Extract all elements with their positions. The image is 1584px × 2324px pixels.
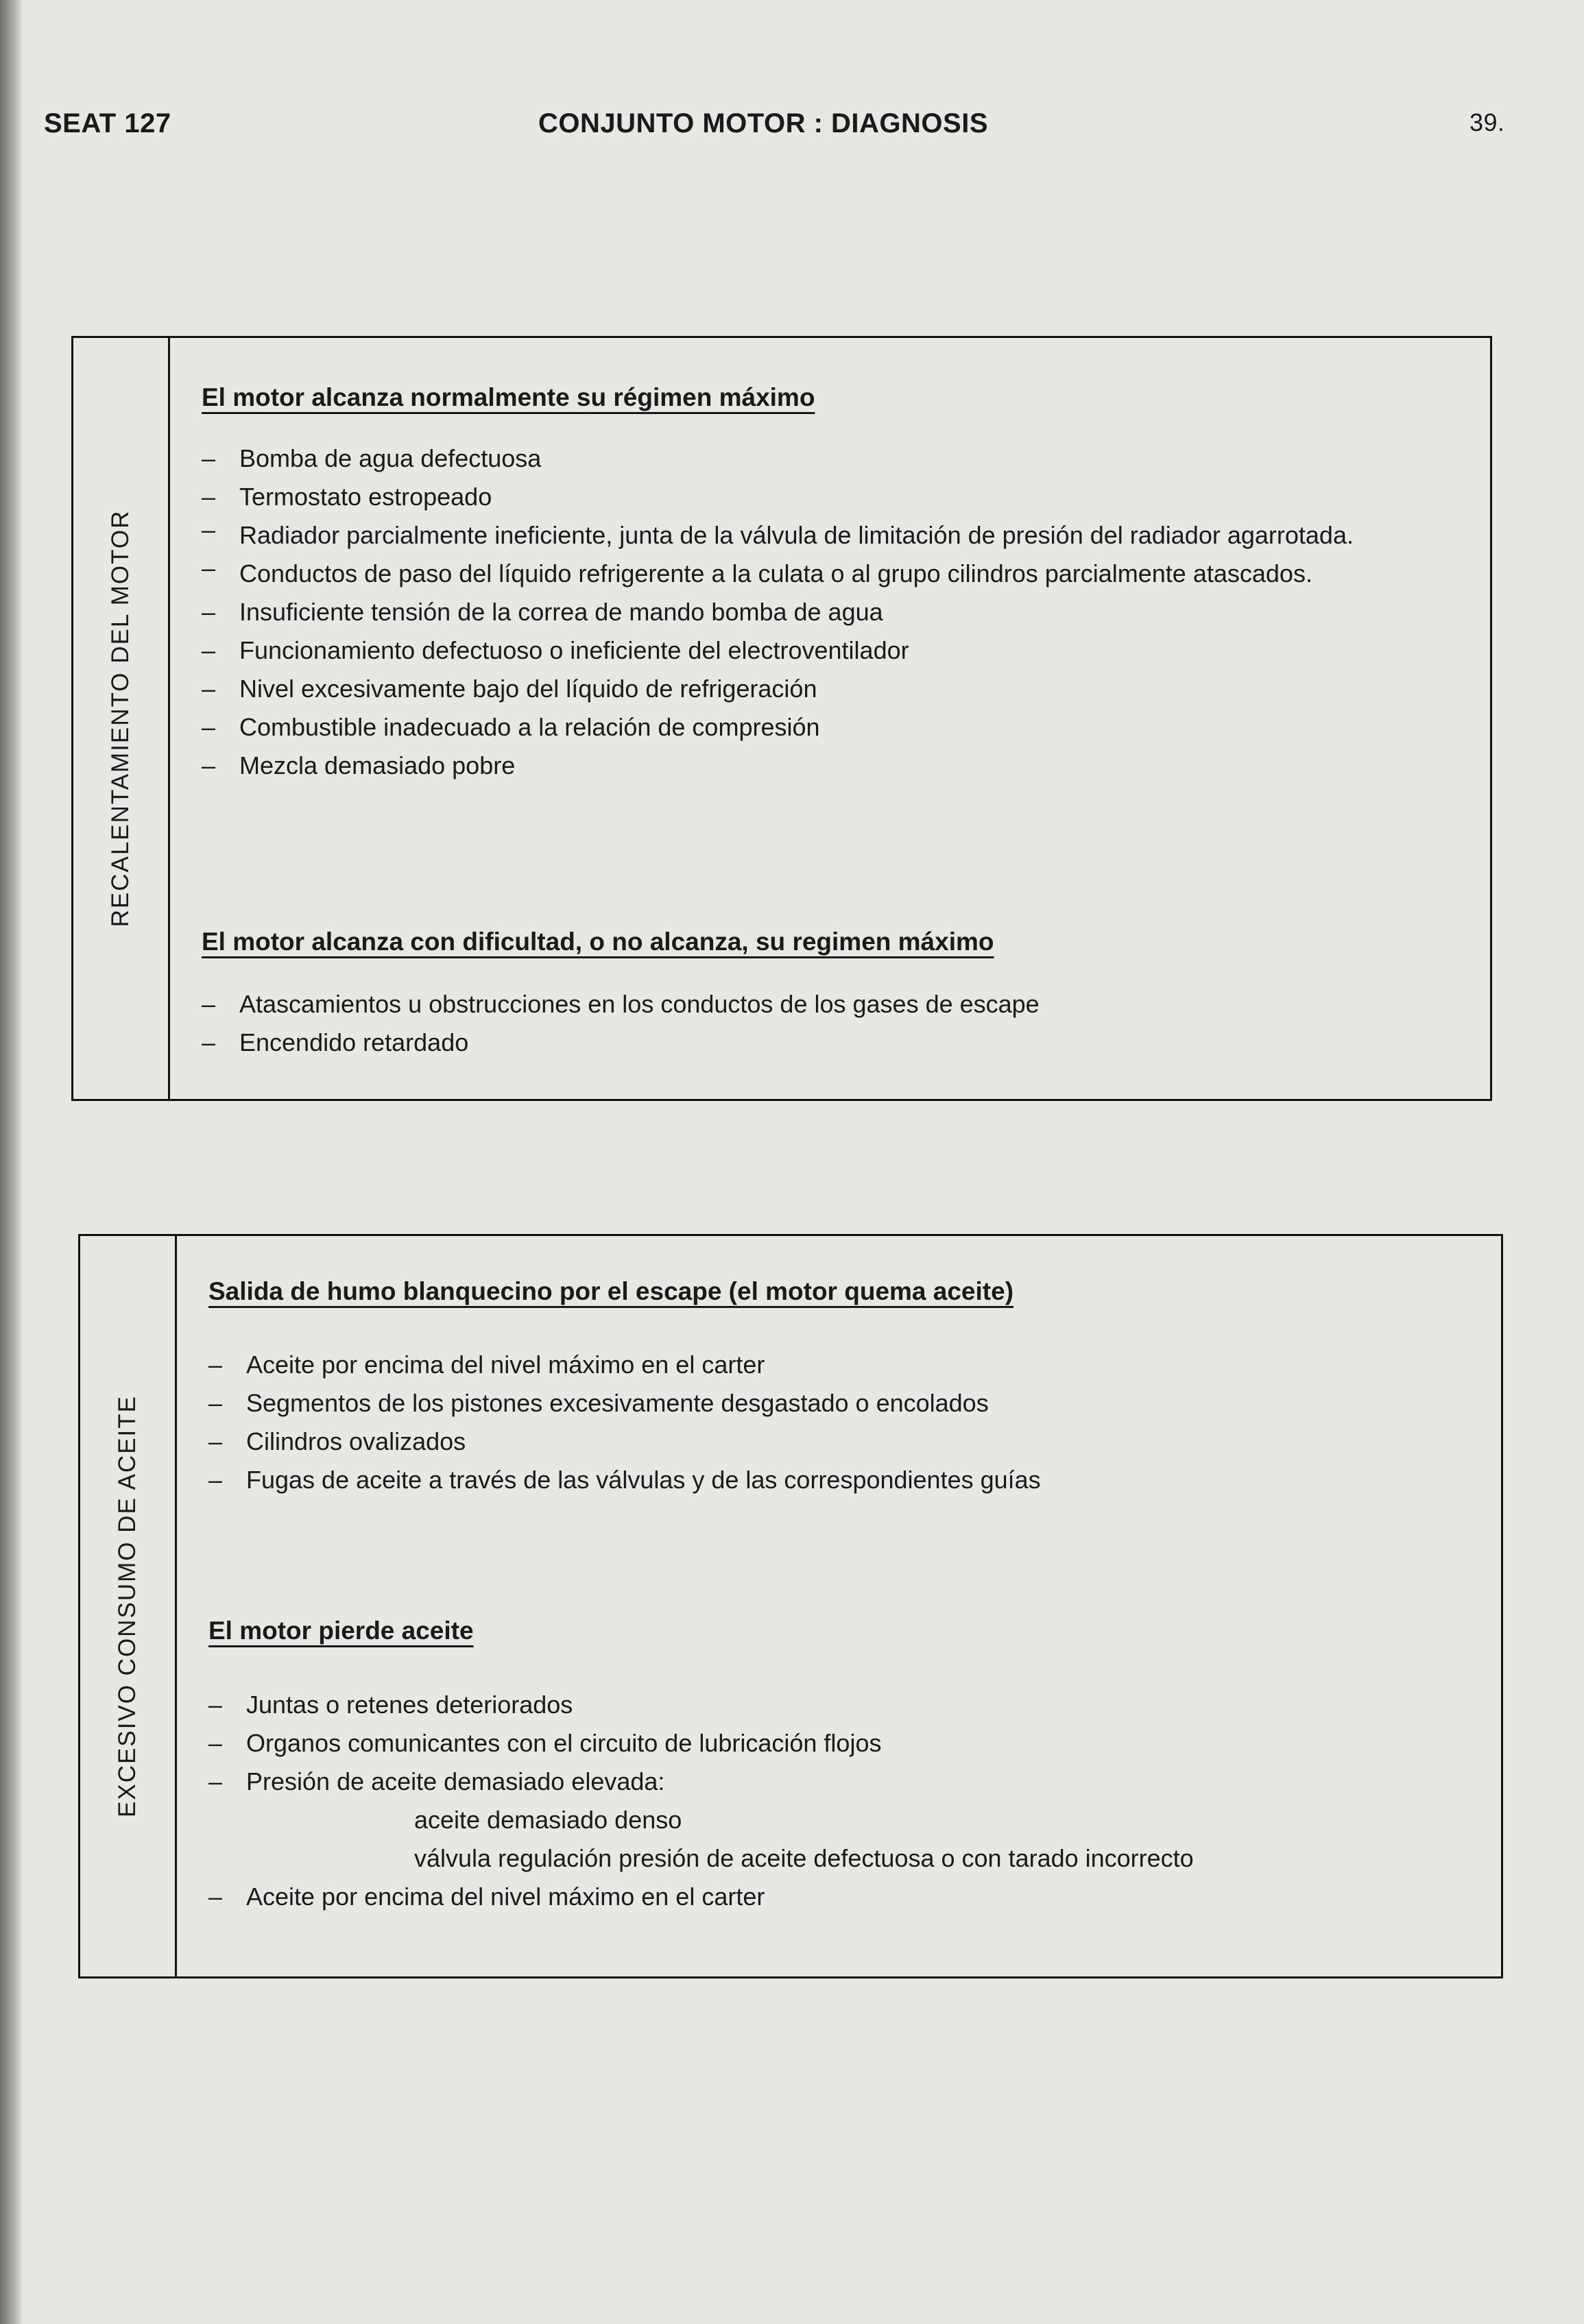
- list-item: – Presión de aceite demasiado elevada:: [208, 1763, 1477, 1801]
- list-item: – Aceite por encima del nivel máximo en el carter: [208, 1878, 1477, 1916]
- list-item: – Aceite por encima del nivel máximo en el carter: [208, 1346, 1477, 1384]
- overheating-side-column: [73, 338, 170, 1099]
- list-item: – Fugas de aceite a través de las válvulas y de las correspondientes guías: [208, 1461, 1477, 1499]
- causes-list-max-regime: [202, 439, 1470, 785]
- header-title: CONJUNTO MOTOR : DIAGNOSIS: [538, 108, 989, 138]
- causes-list-difficult-regime: [202, 985, 1470, 1062]
- section-title-oil-loss: El motor pierde aceite: [208, 1617, 474, 1645]
- header-model: SEAT 127: [44, 108, 171, 138]
- list-subitem: válvula regulación presión de aceite defectuosa o con tarado incorrecto: [414, 1844, 1194, 1872]
- list-item: – Encendido retardado: [202, 1024, 1470, 1062]
- list-item: – Insuficiente tensión de la correa de mando bomba de agua: [202, 593, 1470, 631]
- section-title-white-smoke: Salida de humo blanquecino por el escape (el motor quema aceite): [208, 1277, 1014, 1305]
- list-item: – Organos comunicantes con el circuito de lubricación flojos: [208, 1724, 1477, 1763]
- list-item: – Termostato estropeado: [202, 478, 1470, 516]
- oil-side-column: [80, 1236, 177, 1976]
- page-number: 39.: [1469, 108, 1505, 136]
- list-item: – Mezcla demasiado pobre: [202, 747, 1470, 785]
- list-item: – Juntas o retenes deteriorados: [208, 1686, 1477, 1724]
- list-item: – Atascamientos u obstrucciones en los conductos de los gases de escape: [202, 985, 1470, 1024]
- section-title-max-regime: El motor alcanza normalmente su régimen máximo: [202, 383, 815, 411]
- section-title-difficult-regime: El motor alcanza con dificultad, o no alcanza, su regimen máximo: [202, 928, 994, 956]
- causes-list-oil-loss: [208, 1686, 1477, 1916]
- oil-side-label: EXCESIVO CONSUMO DE ACEITE: [114, 1395, 141, 1817]
- oil-consumption-box: [78, 1234, 1503, 1978]
- overheating-box: [71, 336, 1492, 1101]
- list-item: – Cilindros ovalizados: [208, 1423, 1477, 1461]
- list-item: – Radiador parcialmente ineficiente, junta de la válvula de limitación de presión del radiador agarrotada.: [202, 516, 1470, 555]
- list-item: – Combustible inadecuado a la relación de compresión: [202, 708, 1470, 747]
- list-item: – Nivel excesivamente bajo del líquido de refrigeración: [202, 670, 1470, 708]
- overheating-content: [170, 338, 1490, 1099]
- list-item: – Bomba de agua defectuosa: [202, 439, 1470, 478]
- overheating-side-label: RECALENTAMIENTO DEL MOTOR: [107, 509, 134, 928]
- list-subitem: aceite demasiado denso: [414, 1806, 682, 1834]
- list-item: – Conductos de paso del líquido refrigerente a la culata o al grupo cilindros parcialmente atascados.: [202, 555, 1470, 593]
- oil-content: [177, 1236, 1501, 1976]
- list-item: – Segmentos de los pistones excesivamente desgastado o encolados: [208, 1384, 1477, 1423]
- list-item: – Funcionamiento defectuoso o ineficiente del electroventilador: [202, 631, 1470, 670]
- page-binding-shadow: [0, 0, 23, 2324]
- causes-list-white-smoke: [208, 1346, 1477, 1499]
